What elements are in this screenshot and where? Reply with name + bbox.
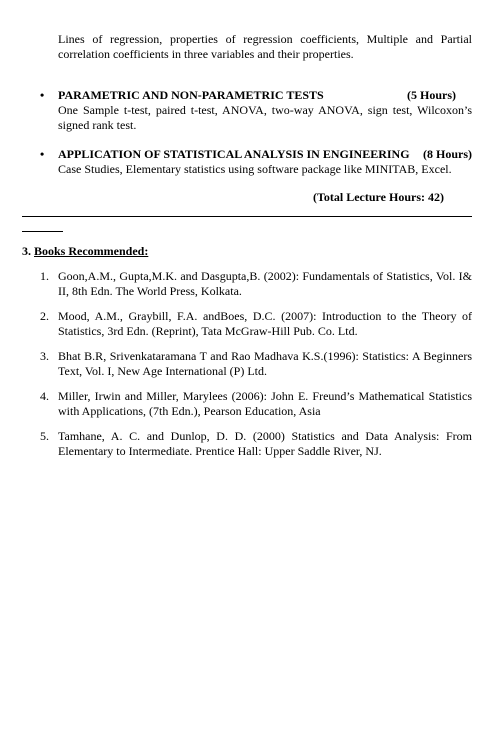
bullet-icon: • (40, 147, 45, 161)
section-title: Books Recommended: (34, 244, 149, 258)
book-item (40, 429, 472, 459)
divider (22, 216, 472, 217)
intro-paragraph: Lines of regression, properties of regression coefficients, Multiple and Partial correlation coefficients in three variables and their properties. (58, 32, 472, 61)
book-text: Bhat B.R, Srivenkataramana T and Rao Madhava K.S.(1996): Statistics: A Beginners Text, Vol. I, New Age International (P) Ltd. (58, 349, 472, 378)
book-number: 5. (40, 429, 49, 443)
book-number: 2. (40, 309, 49, 323)
book-text: Mood, A.M., Graybill, F.A. andBoes, D.C. (2007): Introduction to the Theory of Statistics, 3rd Edn. (Reprint), Tata McGraw-Hill Pub. Co. Ltd. (58, 309, 472, 338)
topic-body: One Sample t-test, paired t-test, ANOVA, two-way ANOVA, sign test, Wilcoxon’s signed rank test. (58, 103, 472, 132)
book-number: 4. (40, 389, 49, 403)
book-text: Miller, Irwin and Miller, Marylees (2006): John E. Freund’s Mathematical Statistics with Applications, (7th Edn.), Pearson Education, Asia (58, 389, 472, 418)
topic-heading (58, 147, 472, 162)
section-heading (22, 244, 148, 259)
total-lecture-hours: (Total Lecture Hours: 42) (313, 190, 444, 204)
topic-item (40, 147, 472, 177)
divider (22, 231, 63, 232)
topic-hours: (8 Hours) (423, 147, 472, 161)
bullet-icon: • (40, 88, 45, 102)
topic-hours: (5 Hours) (407, 88, 456, 102)
topic-item (40, 88, 472, 133)
book-text: Goon,A.M., Gupta,M.K. and Dasgupta,B. (2002): Fundamentals of Statistics, Vol. I& II, 8th Edn. The World Press, Kolkata. (58, 269, 472, 298)
section-number: 3. (22, 244, 31, 258)
book-number: 3. (40, 349, 49, 363)
book-item (40, 389, 472, 419)
book-number: 1. (40, 269, 49, 283)
topic-body: Case Studies, Elementary statistics using software package like MINITAB, Excel. (58, 162, 452, 176)
book-item (40, 269, 472, 299)
book-item (40, 309, 472, 339)
topic-title: PARAMETRIC AND NON-PARAMETRIC TESTS (58, 88, 324, 102)
topic-title: APPLICATION OF STATISTICAL ANALYSIS IN ENGINEERING (58, 147, 410, 161)
book-item (40, 349, 472, 379)
book-text: Tamhane, A. C. and Dunlop, D. D. (2000) Statistics and Data Analysis: From Elementary to Intermediate. Prentice Hall: Upper Saddle River, NJ. (58, 429, 472, 458)
topic-heading (58, 88, 472, 103)
